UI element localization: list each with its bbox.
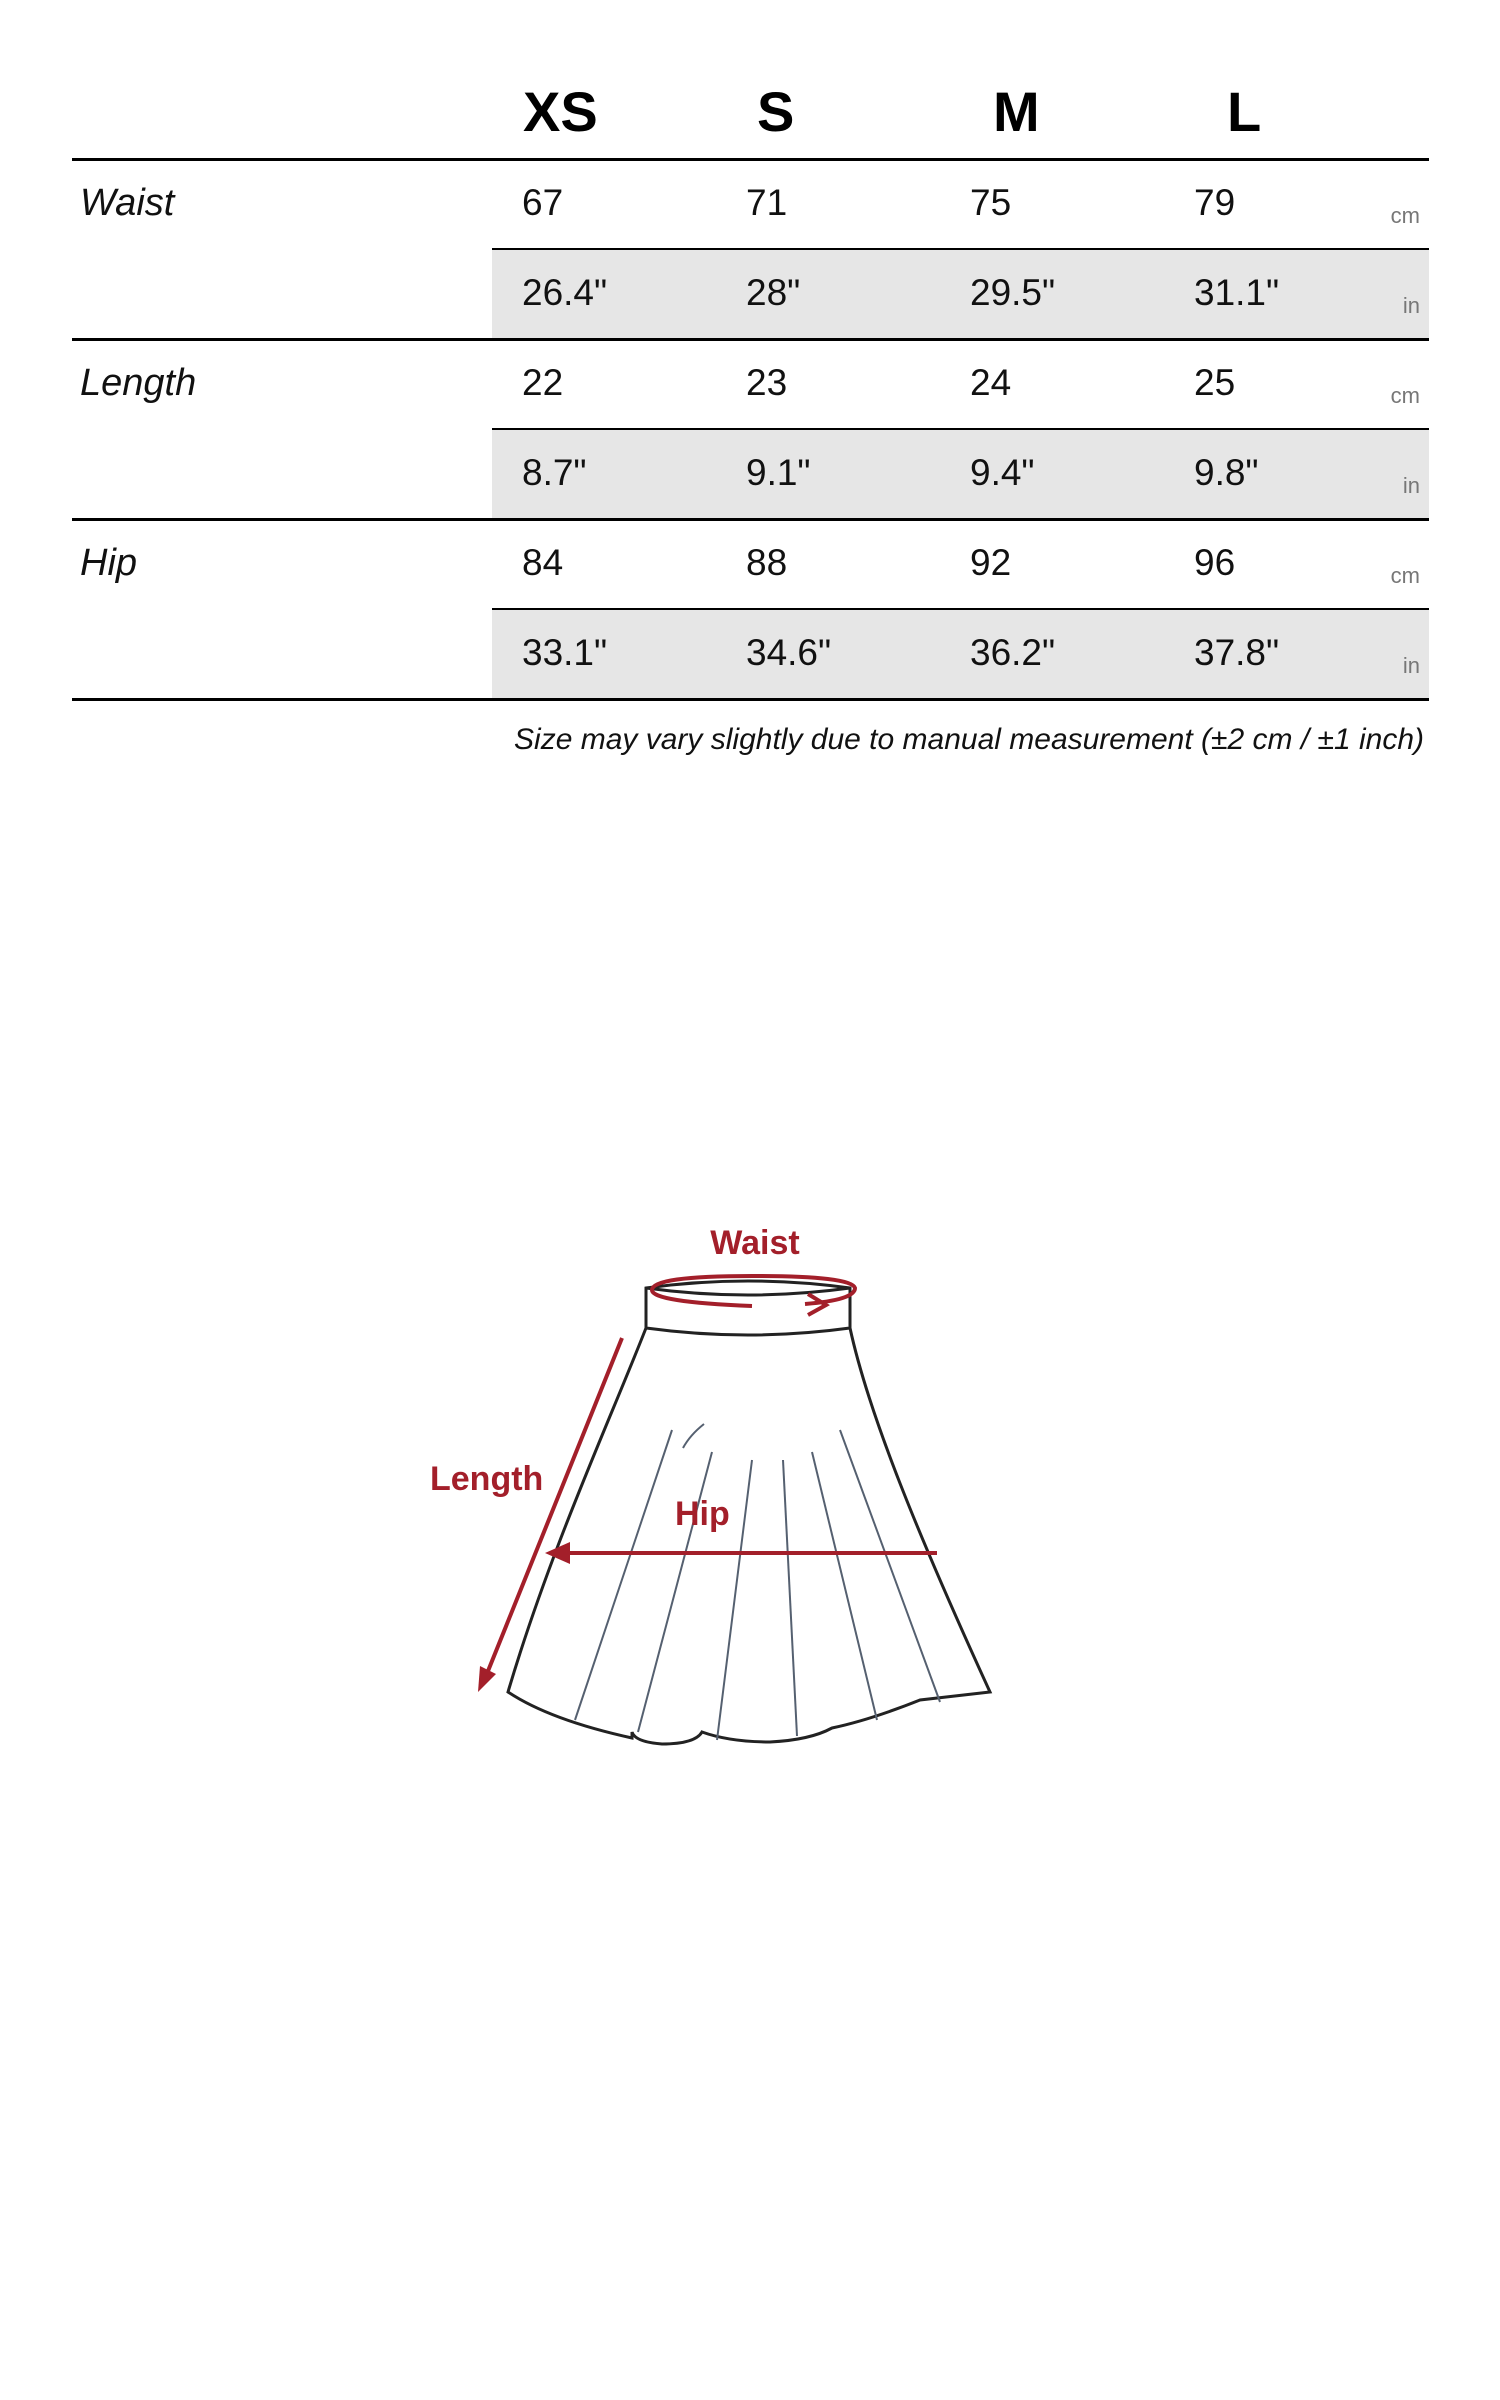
waist-in-xs: 26.4" [522, 272, 608, 313]
unit-cm: cm [1390, 383, 1420, 408]
waist-cm-l: 79 [1194, 182, 1236, 223]
length-cm-m: 24 [970, 362, 1012, 403]
unit-cm: cm [1390, 563, 1420, 588]
hip-label: Hip [675, 1495, 730, 1533]
hip-cm-s: 88 [746, 542, 788, 583]
length-label: Length [430, 1460, 544, 1498]
row-label-hip: Hip [80, 542, 138, 584]
hip-cm-xs: 84 [522, 542, 564, 583]
hip-in-s: 34.6" [746, 632, 832, 673]
inch-row-shade [492, 430, 1429, 518]
hip-cm-l: 96 [1194, 542, 1236, 583]
waist-cm-xs: 67 [522, 182, 564, 223]
unit-in: in [1402, 473, 1420, 498]
inch-row-shade [492, 250, 1429, 338]
waist-label: Waist [710, 1224, 800, 1262]
length-in-xs: 8.7" [522, 452, 587, 493]
skirt-measurement-diagram [400, 1220, 1020, 1780]
length-in-m: 9.4" [970, 452, 1035, 493]
length-cm-l: 25 [1194, 362, 1236, 403]
size-header-xs: XS [523, 80, 598, 143]
waist-in-s: 28" [746, 272, 801, 313]
size-header-s: S [757, 80, 795, 143]
hip-in-xs: 33.1" [522, 632, 608, 673]
measurement-note: Size may vary slightly due to manual measurement (±2 cm / ±1 inch) [514, 723, 1424, 756]
unit-in: in [1402, 293, 1420, 318]
hip-cm-m: 92 [970, 542, 1012, 583]
waist-in-l: 31.1" [1194, 272, 1280, 313]
hip-in-l: 37.8" [1194, 632, 1280, 673]
waist-cm-s: 71 [746, 182, 788, 223]
waist-in-m: 29.5" [970, 272, 1056, 313]
skirt-illustration [508, 1281, 990, 1744]
row-label-waist: Waist [80, 182, 175, 224]
waist-cm-m: 75 [970, 182, 1012, 223]
size-chart [0, 0, 1500, 780]
size-header-l: L [1227, 80, 1262, 143]
skirt-outline [508, 1328, 990, 1744]
length-cm-xs: 22 [522, 362, 564, 403]
group-divider [72, 518, 1429, 521]
size-header-m: M [993, 80, 1040, 143]
unit-cm: cm [1390, 203, 1420, 228]
header-divider [72, 158, 1429, 161]
group-divider [72, 338, 1429, 341]
length-in-l: 9.8" [1194, 452, 1259, 493]
row-label-length: Length [80, 362, 197, 404]
hip-in-m: 36.2" [970, 632, 1056, 673]
unit-in: in [1402, 653, 1420, 678]
length-cm-s: 23 [746, 362, 788, 403]
length-in-s: 9.1" [746, 452, 811, 493]
table-bottom-divider [72, 698, 1429, 701]
inch-row-shade [492, 610, 1429, 698]
